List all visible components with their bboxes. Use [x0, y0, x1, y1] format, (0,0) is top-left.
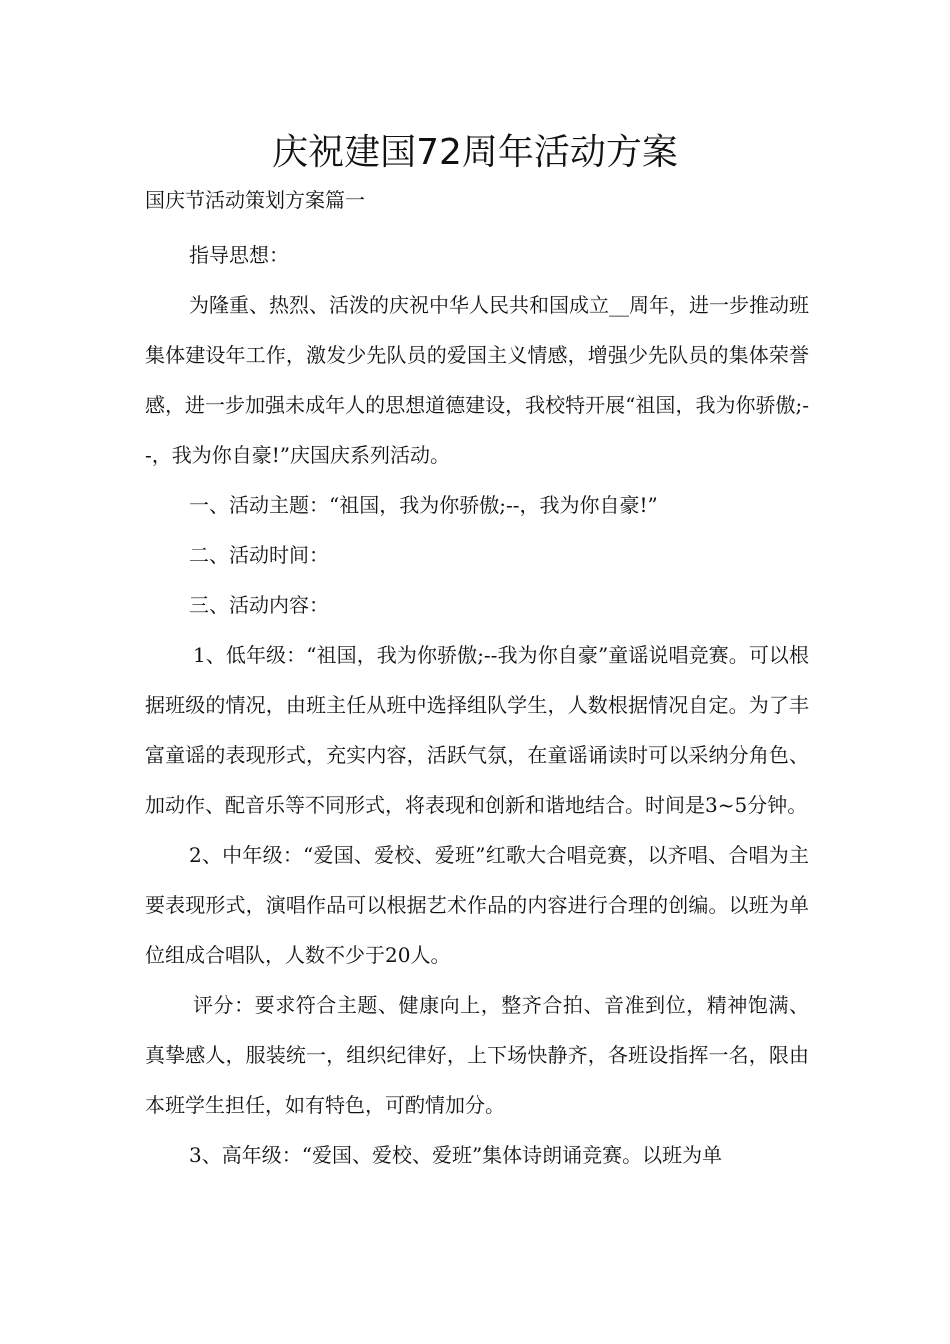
paragraph-purpose: 为隆重、热烈、活泼的庆祝中华人民共和国成立__周年，进一步推动班集体建设年工作，激发少先队员的爱国主义情感，增强少先队员的集体荣誉感，进一步加强未成年人的思想道德建设，我校特开展“祖国，我为你骄傲;--，我为你自豪!”庆国庆系列活动。: [145, 293, 809, 467]
paragraph-middle-grade: 2、中年级：“爱国、爱校、爱班”红歌大合唱竞赛，以齐唱、合唱为主要表现形式，演唱作品可以根据艺术作品的内容进行合理的创编。以班为单位组成合唱队，人数不少于20人。: [145, 843, 809, 967]
paragraph-upper-grade: 3、高年级：“爱国、爱校、爱班”集体诗朗诵竞赛。以班为单: [189, 1143, 723, 1167]
paragraph-theme: 一、活动主题：“祖国，我为你骄傲;--，我为你自豪!”: [189, 493, 658, 517]
paragraph-lower-grade: 1、低年级：“祖国，我为你骄傲;--我为你自豪”童谣说唱竞赛。可以根据班级的情况，由班主任从班中选择组队学生，人数根据情况自定。为了丰富童谣的表现形式，充实内容，活跃气氛，在童谣诵读时可以采纳分角色、加动作、配音乐等不同形式，将表现和创新和谐地结合。时间是3~5分钟。: [145, 643, 809, 817]
paragraph-scoring: 评分：要求符合主题、健康向上，整齐合拍、音准到位，精神饱满、真挚感人，服装统一，组织纪律好，上下场快静齐，各班设指挥一名，限由本班学生担任，如有特色，可酌情加分。: [145, 993, 809, 1117]
paragraph-time: 二、活动时间：: [189, 543, 329, 567]
document-body: [145, 230, 809, 1180]
paragraph-guiding-thought: 指导思想：: [189, 243, 289, 267]
paragraph-content-heading: 三、活动内容：: [189, 593, 329, 617]
document-title: 庆祝建国72周年活动方案: [272, 132, 678, 173]
document-subtitle: 国庆节活动策划方案篇一: [145, 188, 365, 212]
